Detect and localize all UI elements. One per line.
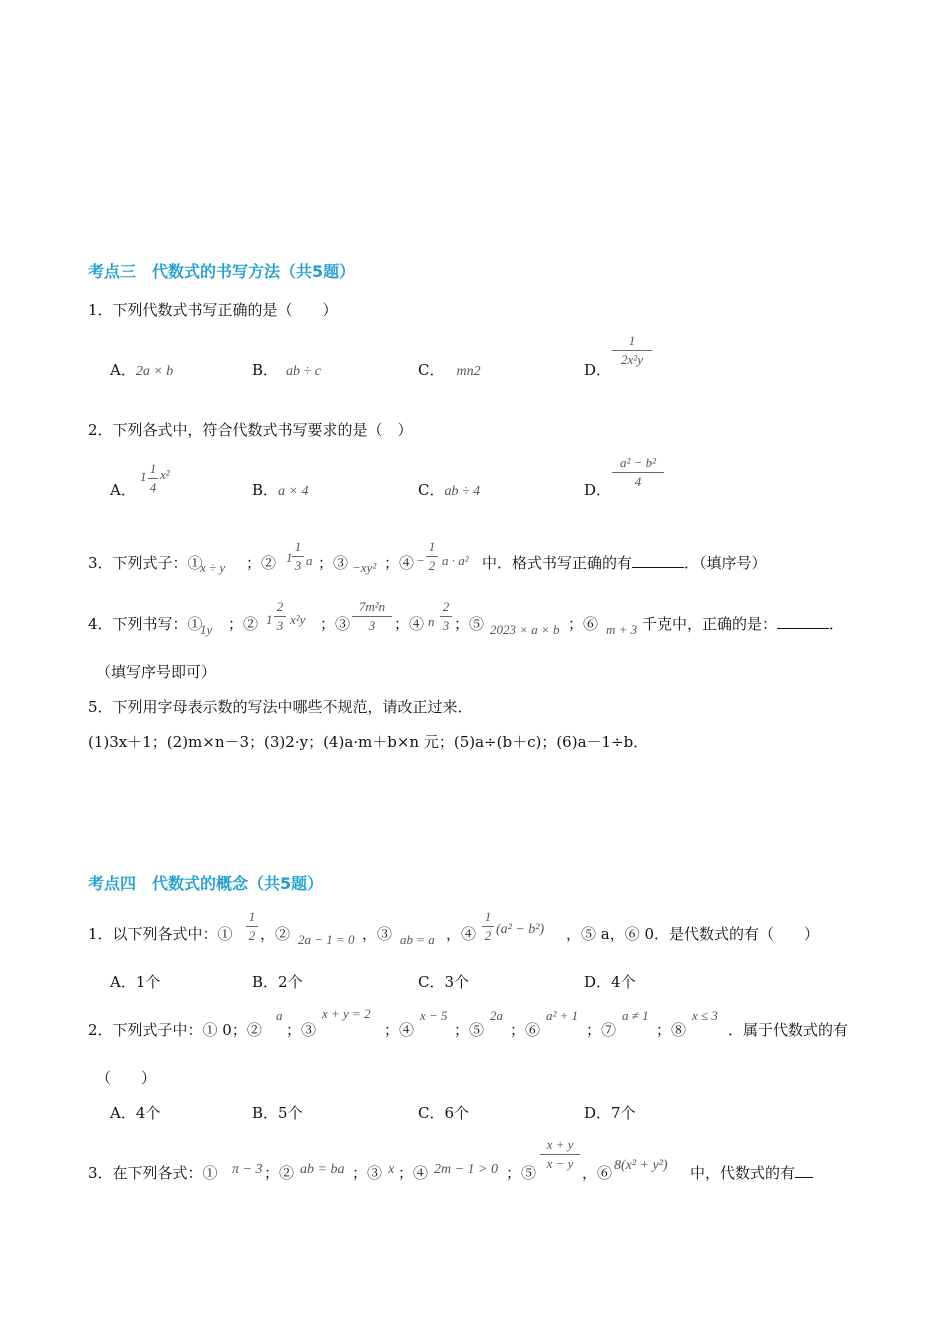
s4-q2-sep-3: ；④ (384, 1021, 415, 1039)
s4-q1-sep-2: ，③ (362, 925, 393, 943)
s4-q2-expr-3: x + y = 2 (322, 1006, 371, 1021)
s4-q1-expr-3: ab = a (400, 932, 435, 947)
s3-q4-expr-6: m + 3 (606, 622, 638, 637)
s3-q5-items: (1)3x＋1；(2)m×n－3；(3)2·y；(4)a·m＋b×n 元；(5)a÷(b＋c)；(6)a－1÷b． (88, 733, 649, 751)
s4-q2-expr-6: a² + 1 (546, 1008, 579, 1023)
s4-q3-expr-3: x (388, 1162, 395, 1177)
s4-q2-sep-5: ；⑥ (510, 1021, 541, 1039)
s3-q3-sep-1: ；② (246, 554, 277, 572)
s4-q2-prefix: 2．下列式子中：① 0；② (88, 1021, 262, 1039)
s4-q3-expr-1: π − 3 (232, 1162, 263, 1177)
s4-q3-expr-4: 2m − 1 > 0 (434, 1162, 499, 1177)
s4-q1-option-c: C．3个 (418, 973, 470, 991)
s3-q2-stem: 2．下列各式中，符合代数式书写要求的是（ ） (88, 421, 413, 439)
s3-q3-expr-2-tail: a (306, 553, 313, 568)
s3-q2-option-b: B．a × 4 (252, 481, 309, 499)
s4-q3-expr-5-frac: x + y x − y (540, 1138, 580, 1171)
s3-q1-option-b: B． ab ÷ c (252, 361, 321, 379)
s4-q3-sep-3: ；④ (398, 1164, 429, 1182)
s4-q1-prefix: 1．以下列各式中：① (88, 925, 233, 943)
s4-q2-expr-4: x − 5 (420, 1008, 448, 1023)
s3-q3-expr-4-tail: a · a² (442, 553, 469, 568)
s3-q4-sep-2: ；③ (320, 615, 351, 633)
s4-q2-option-b: B．5个 (252, 1104, 303, 1122)
s3-q4-suffix: 千克中，正确的是： ． (642, 615, 845, 633)
s3-q1-option-d-fraction: 1 2x²y (612, 334, 652, 367)
s3-q3-prefix: 3．下列式子：① (88, 554, 203, 572)
s3-q4-expr-2-whole: 1 (266, 612, 273, 627)
s4-q3-answer-blank (795, 1177, 813, 1178)
s3-q3-suffix: 中．格式书写正确的有 ．（填序号） (482, 554, 767, 572)
s3-q2-option-c: C．ab ÷ 4 (418, 481, 481, 499)
s3-q4-expr-2-frac: 2 3 (274, 600, 286, 633)
s4-q2-suffix: ．属于代数式的有 (728, 1021, 849, 1039)
s4-q2-expr-5: 2a (490, 1008, 503, 1023)
s4-q1-option-d: D．4个 (584, 973, 636, 991)
s3-q1-option-a: A．2a × b (110, 361, 174, 379)
s4-q2-option-c: C．6个 (418, 1104, 470, 1122)
s3-q4-sep-4: ；⑤ (454, 615, 485, 633)
s3-q3-expr-3: −xy² (352, 560, 377, 575)
s4-q1-expr-4-tail: (a² − b²) (496, 922, 545, 937)
s4-q3-sep-2: ；③ (352, 1164, 383, 1182)
s3-q3-expr-4-sign: − (416, 553, 425, 568)
s3-q1-stem: 1．下列代数式书写正确的是（ ） (88, 301, 338, 319)
s4-q1-expr-4-frac: 1 2 (482, 910, 494, 943)
s4-q3-sep-4: ；⑤ (506, 1164, 537, 1182)
s4-q2-sep-2: ；③ (286, 1021, 317, 1039)
s3-q2-option-d-fraction: a² − b² 4 (612, 456, 664, 489)
s4-q3-sep-5: ，⑥ (582, 1164, 613, 1182)
s4-q2-option-a: A．4个 (110, 1104, 161, 1122)
s3-q4-expr-4-frac: 2 3 (440, 600, 452, 633)
s3-q4-note: （填写序号即可） (96, 663, 217, 681)
s3-q4-sep-5: ；⑥ (568, 615, 599, 633)
s4-q2-expr-7: a ≠ 1 (622, 1008, 649, 1023)
s4-q1-expr-2: 2a − 1 = 0 (298, 932, 355, 947)
s4-q1-option-b: B．2个 (252, 973, 303, 991)
s3-q5-stem: 5．下列用字母表示数的写法中哪些不规范，请改正过来． (88, 698, 473, 716)
section-3-title: 考点三 代数式的书写方法（共5题） (88, 262, 356, 281)
s4-q2-sep-4: ；⑤ (454, 1021, 485, 1039)
s3-q3-sep-3: ；④ (384, 554, 415, 572)
s4-q1-expr-1-frac: 1 2 (246, 910, 258, 943)
s4-q1-sep-3: ，④ (446, 925, 477, 943)
section-4-title: 考点四 代数式的概念（共5题） (88, 874, 324, 893)
s3-q4-expr-1: 1y (200, 622, 213, 637)
s4-q1-suffix: ，⑤ a，⑥ 0．是代数式的有（ ） (566, 925, 820, 943)
s3-q4-expr-3-frac: 7m²n 3 (352, 600, 392, 633)
s4-q2-expr-2: a (276, 1008, 283, 1023)
s3-q3-expr-2-frac: 1 3 (292, 540, 304, 573)
s3-q4-expr-5: 2023 × a × b (490, 622, 560, 637)
s3-q4-answer-blank (777, 628, 829, 629)
s3-q3-answer-blank (632, 567, 684, 568)
s4-q2-paren: （ ） (96, 1069, 157, 1087)
s4-q3-suffix: 中，代数式的有 (690, 1163, 813, 1183)
s4-q3-expr-2: ab = ba (300, 1162, 345, 1177)
s3-q3-sep-2: ；③ (318, 554, 349, 572)
s3-q1-option-d-label: D． (584, 361, 612, 379)
s4-q2-sep-7: ；⑧ (656, 1021, 687, 1039)
s3-q2-option-d-label: D． (584, 481, 612, 499)
s3-q3-expr-1: x ÷ y (200, 560, 226, 575)
s3-q2-option-a-label: A． (110, 481, 136, 499)
s3-q4-sep-3: ；④ (394, 615, 425, 633)
s4-q2-sep-6: ；⑦ (586, 1021, 617, 1039)
s3-q3-expr-4-frac: 1 2 (426, 540, 438, 573)
s4-q3-prefix: 3．在下列各式：① (88, 1164, 218, 1182)
s4-q3-expr-6: 8(x² + y²) (614, 1158, 668, 1173)
s3-q3-expr-2-whole: 1 (286, 550, 293, 565)
s3-q4-expr-2-tail: x²y (290, 612, 306, 627)
s4-q2-option-d: D．7个 (584, 1104, 636, 1122)
s4-q3-sep-1: ；② (264, 1164, 295, 1182)
s3-q4-expr-4: n (428, 614, 435, 629)
s3-q4-sep-1: ；② (228, 615, 259, 633)
s4-q1-sep-1: ，② (260, 925, 291, 943)
s3-q1-option-c: C． mn2 (418, 361, 481, 379)
s4-q2-expr-8: x ≤ 3 (692, 1008, 718, 1023)
s3-q4-prefix: 4．下列书写：① (88, 615, 203, 633)
s4-q1-option-a: A．1个 (110, 973, 161, 991)
